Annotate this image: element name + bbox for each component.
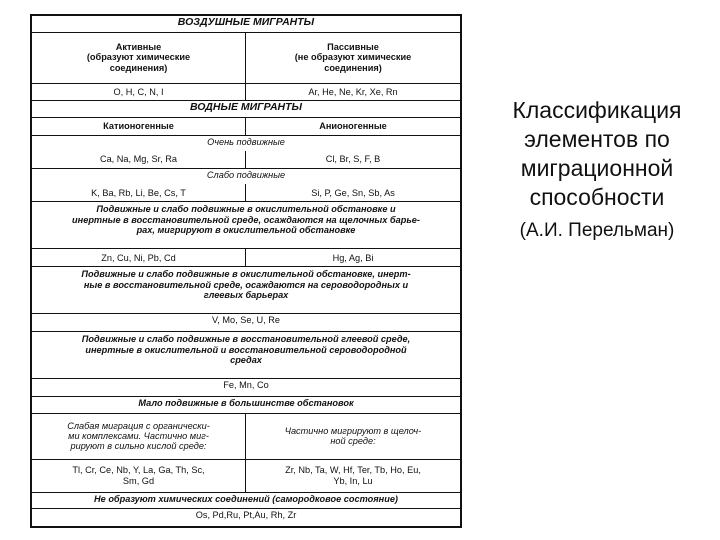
group1-anion: Hg, Ag, Bi: [332, 252, 374, 263]
weak-mobile-anion: Si, P, Ge, Sn, Sb, As: [311, 187, 395, 198]
low-mobile-descriptions-row: [32, 414, 460, 460]
group1-description: Подвижные и слабо подвижные в окислительной обстановке и инертные в восстановительной среде, осаждаются на щелочных барье- рах, мигрируют в окислительной обстановке: [32, 202, 460, 249]
very-mobile-anion: Cl, Br, S, F, B: [325, 154, 381, 165]
anion-label: Анионогенные: [319, 121, 387, 132]
ion-types-row: [32, 118, 460, 136]
very-mobile-cation: Ca, Na, Mg, Sr, Ra: [32, 151, 246, 168]
group3-elements: Fe, Mn, Co: [32, 379, 460, 397]
group1-cation: Zn, Cu, Ni, Pb, Cd: [32, 249, 246, 266]
no-compounds-elements: Os, Pd,Ru, Pt,Au, Rh, Zr: [195, 510, 297, 521]
migration-classification-table: [30, 14, 462, 528]
air-migrants-header: ВОЗДУШНЫЕ МИГРАНТЫ: [32, 16, 460, 33]
group2-elements: V, Mo, Se, U, Re: [32, 314, 460, 332]
active-label: Активные (образуют химические соединения): [32, 33, 246, 83]
title-line-4: способности: [529, 184, 665, 210]
group3-description: Подвижные и слабо подвижные в восстановительной глеевой среде, инертные в окислительной и восстановительной сероводородной средах: [32, 332, 460, 379]
weak-mobile-label: Слабо подвижные: [206, 170, 286, 180]
water-migrants-header: ВОДНЫЕ МИГРАНТЫ: [32, 101, 460, 118]
title-author: (А.И. Перельман): [519, 220, 675, 241]
air-migrants-elements-row: [32, 84, 460, 102]
group2-description: Подвижные и слабо подвижные в окислительной обстановке, инерт- ные в восстановительной среде, осаждаются на сероводородных и глеевых барьерах: [32, 267, 460, 314]
passive-elements: Ar, He, Ne, Kr, Xe, Rn: [308, 86, 398, 97]
very-mobile-label: Очень подвижные: [207, 136, 285, 147]
very-mobile-row: [32, 151, 460, 169]
low-right-description: Частично мигрируют в щелоч- ной среде:: [284, 425, 422, 447]
low-left-elements: Tl, Cr, Ce, Nb, Y, La, Ga, Th, Sc, Sm, Gd: [32, 460, 246, 492]
passive-label: Пассивные (не образуют химические соединения): [294, 41, 412, 73]
low-left-description: Слабая миграция с органически- ми комплексами. Частично миг- рируют в сильно кислой среде:: [32, 414, 246, 459]
title-line-3: миграционной: [520, 155, 674, 181]
title-line-1: Классификация: [512, 97, 682, 123]
cation-label: Катионогенные: [32, 118, 246, 135]
low-right-elements: Zr, Nb, Ta, W, Hf, Ter, Tb, Ho, Eu, Yb, In, Lu: [285, 465, 421, 486]
air-migrants-types-row: [32, 33, 460, 84]
active-elements: O, H, C, N, I: [32, 84, 246, 101]
slide-title: [490, 96, 704, 245]
group1-elements-row: [32, 249, 460, 267]
low-mobile-header: Мало подвижные в большинстве обстановок: [32, 397, 460, 414]
low-mobile-elements-row: [32, 460, 460, 493]
title-line-2: элементов по: [524, 126, 670, 152]
weak-mobile-cation: K, Ba, Rb, Li, Be, Cs, T: [32, 184, 246, 201]
weak-mobile-row: [32, 184, 460, 202]
no-compounds-label: Не образуют химических соединений (самородковое состояние): [32, 493, 460, 510]
